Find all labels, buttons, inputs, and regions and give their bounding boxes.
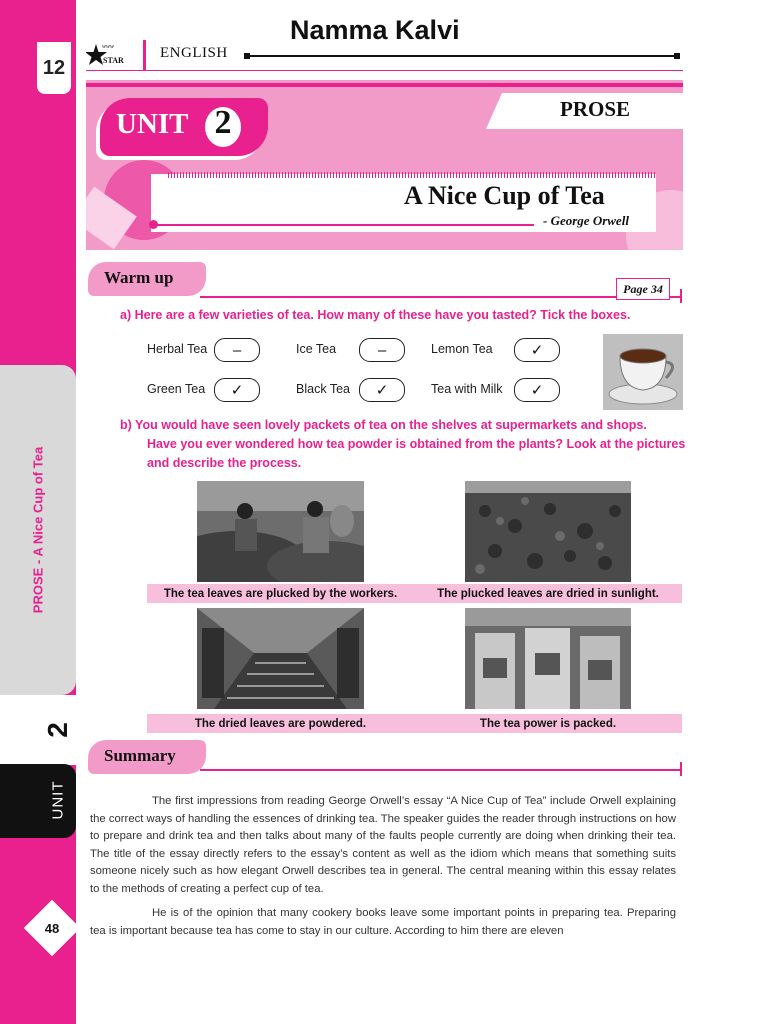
warm-up-rule-cap — [680, 289, 682, 303]
logo-top-text: www — [102, 44, 115, 50]
question-b-line-3: and describe the process. — [147, 456, 302, 470]
tick-box[interactable]: – — [359, 338, 405, 362]
banner-stripe — [86, 83, 683, 87]
lesson-title: A Nice Cup of Tea — [404, 181, 605, 210]
photo-caption: The tea leaves are plucked by the workers. — [147, 584, 414, 603]
powdering-machine-photo — [197, 608, 364, 709]
page-number: 48 — [44, 920, 60, 936]
tea-cup-image — [603, 334, 683, 410]
logo-text: STAR — [103, 56, 124, 65]
tick-box[interactable]: ✓ — [514, 378, 560, 402]
title-underline-dot — [149, 220, 158, 229]
tea-plucking-photo — [197, 481, 364, 582]
tick-box[interactable]: – — [214, 338, 260, 362]
tick-box[interactable]: ✓ — [359, 378, 405, 402]
sidebar-section-title: PROSE - A Nice Cup of Tea — [30, 446, 46, 614]
lesson-author: - George Orwell — [543, 213, 629, 228]
star-logo-icon — [86, 40, 134, 70]
sidebar-unit-number: 2 — [42, 722, 73, 738]
genre-label: PROSE — [560, 97, 631, 121]
tea-label: Herbal Tea — [147, 342, 208, 356]
grade-tab: 12 — [37, 42, 71, 94]
subject-label: ENGLISH — [160, 45, 228, 61]
tea-label: Black Tea — [296, 382, 350, 396]
tea-label: Tea with Milk — [431, 382, 503, 396]
summary-rule — [200, 769, 682, 771]
page-reference: Page 34 — [616, 278, 670, 300]
tea-label: Ice Tea — [296, 342, 337, 356]
summary-rule-cap — [680, 762, 682, 776]
question-a: a) Here are a few varieties of tea. How many of these have you tasted? Tick the boxes. — [120, 308, 631, 322]
summary-heading: Summary — [104, 746, 176, 765]
unit-badge-number: 2 — [214, 104, 232, 141]
tea-label: Green Tea — [147, 382, 206, 396]
photo-caption: The plucked leaves are dried in sunlight. — [414, 584, 682, 603]
sidebar-unit-word: UNIT — [49, 780, 67, 820]
packing-machine-photo — [465, 608, 631, 709]
summary-paragraph: He is of the opinion that many cookery books leave some important points in preparing tea. Preparing tea is important because tea has come to stay in our culture. According to him there are eleven — [90, 907, 676, 937]
tick-box[interactable]: ✓ — [214, 378, 260, 402]
photo-caption: The dried leaves are powdered. — [147, 714, 414, 733]
warm-up-rule — [200, 296, 682, 298]
drying-leaves-photo — [465, 481, 631, 582]
tea-label: Lemon Tea — [431, 342, 493, 356]
header-divider — [143, 40, 146, 70]
top-rule — [86, 70, 683, 71]
site-name: Namma Kalvi — [290, 15, 460, 45]
photo-caption: The tea power is packed. — [414, 714, 682, 733]
question-b-line-1: b) You would have seen lovely packets of tea on the shelves at supermarkets and shops. — [120, 418, 647, 432]
summary-paragraph: The first impressions from reading George Orwell’s essay “A Nice Cup of Tea” include Orwell explaining the correct ways of handling the essences of drinking tea. The speaker guides the reader through instructions on how to prepare and drink tea and then talks about many of the faults people currently are doing when drinking their tea. The title of the essay directly refers to the essay’s content as well as the idiom which means that something suits someone nicely such as how elegant Orwell describes tea in general. The central meaning within this essay relates to the methods of creating a perfect cup of tea. — [90, 795, 676, 895]
title-dotted-border — [168, 172, 656, 178]
tick-box[interactable]: ✓ — [514, 338, 560, 362]
header-rule — [244, 55, 680, 57]
question-b-line-2: Have you ever wondered how tea powder is obtained from the plants? Look at the pictures — [147, 437, 686, 451]
title-underline — [154, 224, 534, 226]
unit-badge-label: UNIT — [116, 108, 189, 140]
warm-up-heading: Warm up — [104, 268, 174, 287]
